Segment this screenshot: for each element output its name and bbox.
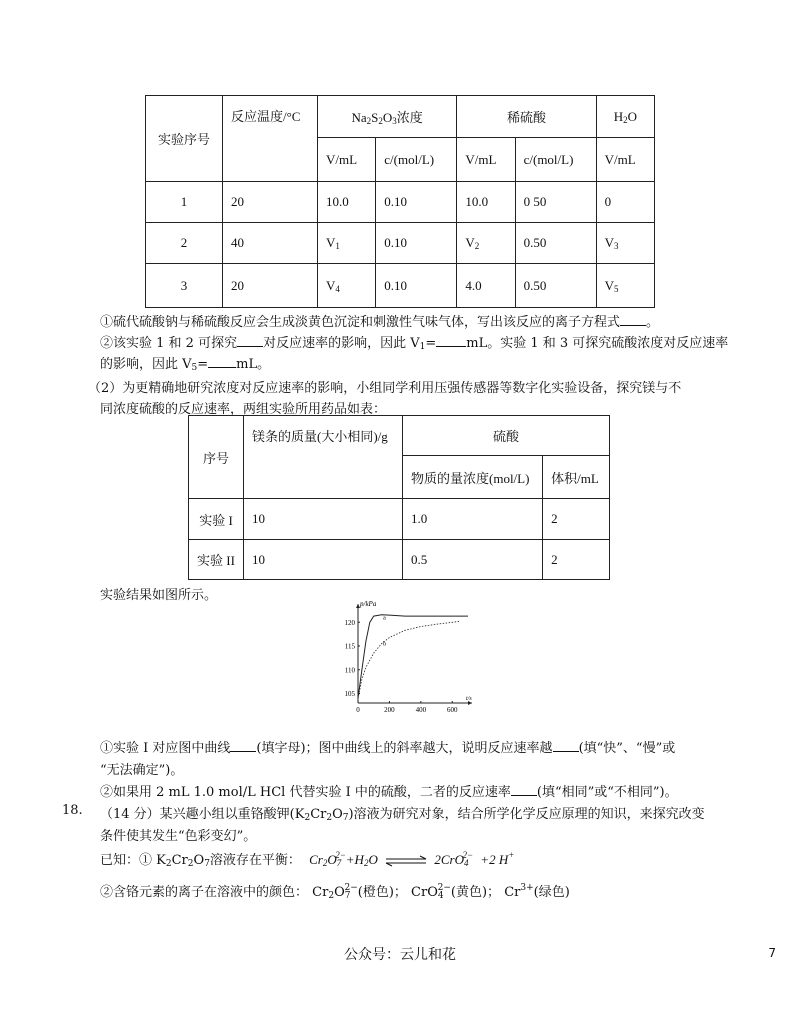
charge: 3+ <box>520 883 534 893</box>
result-text: 实验结果如图所示。 <box>100 588 218 603</box>
eq-cro4: 2CrO <box>434 852 464 867</box>
cell-text: V <box>465 235 475 250</box>
table-row <box>189 499 610 540</box>
chem-sub: 3 <box>392 116 397 126</box>
chem-part: Na <box>351 110 367 125</box>
cell-text: V <box>326 277 336 293</box>
charge: 2− <box>462 850 474 860</box>
sub: 2 <box>322 858 328 868</box>
k2cr2o7: K <box>156 853 166 868</box>
charge: 2− <box>344 883 358 893</box>
header-acid-text: 稀硫酸 <box>506 110 546 125</box>
t2-header-acid: 硫酸 <box>403 416 610 456</box>
cell <box>457 223 515 264</box>
cell: 0 50 <box>515 182 596 223</box>
cell: 0.5 <box>403 540 543 580</box>
answer-blank <box>237 334 263 347</box>
cell: 实验 II <box>189 540 244 580</box>
cell-sub: 4 <box>335 283 340 294</box>
q1-b2-sub: 1 <box>419 342 426 352</box>
q1-a-end: 。 <box>646 315 660 330</box>
header-temp-text: 反应温度/°C <box>231 109 301 124</box>
table-row <box>189 540 610 580</box>
cell: 10 <box>244 499 403 540</box>
cell-sub: 3 <box>614 241 619 251</box>
answer-blank <box>620 313 646 326</box>
header-acid <box>457 96 596 138</box>
header-exp-no-text: 实验序号 <box>157 132 210 147</box>
cell-sub: 2 <box>474 241 480 251</box>
cell: 10.0 <box>318 182 376 223</box>
x-tick-label: 0 <box>356 706 360 714</box>
cell: 0.10 <box>376 223 457 264</box>
known-b: 溶液存在平衡： <box>209 853 301 868</box>
t2-header-conc: 物质的量浓度(mol/L) <box>403 456 543 499</box>
chem-part: S <box>371 110 379 125</box>
eq-cr: Cr <box>309 852 323 867</box>
table-row <box>146 264 655 308</box>
answer-blank <box>208 355 236 368</box>
header-na2s2o3 <box>318 96 457 138</box>
sub: 2 <box>304 813 311 823</box>
cell: 20 <box>223 264 318 308</box>
q1-b2: 对反应速率的影响，因此 V <box>263 336 420 351</box>
y-tick-label: 115 <box>344 642 355 651</box>
header-temp <box>223 96 318 182</box>
t2-header-no: 序号 <box>189 416 244 499</box>
cell-text: V <box>604 277 615 293</box>
y-tick-label: 110 <box>344 666 355 675</box>
q1-c1: 的影响，因此 V <box>100 357 192 372</box>
t2-header-mass: 镁条的质量(大小相同)/g <box>244 416 403 499</box>
series-label-b: b <box>383 641 387 648</box>
cro4: Cr <box>411 885 428 900</box>
experiment-table-1 <box>145 95 655 308</box>
yellow: (黄色)； <box>450 885 501 900</box>
y-tick-label: 105 <box>344 690 355 698</box>
sub: 4 <box>437 891 444 901</box>
q3-a2: (填字母)；图中曲线上的斜率越大，说明反应速率越 <box>256 741 553 756</box>
series-line-b <box>358 621 460 698</box>
q3-a3: (填“快”、“慢”或 <box>578 741 676 756</box>
t2-header-vol: 体积/mL <box>543 456 610 499</box>
sub: 2 <box>165 859 172 869</box>
cell-text: V <box>326 235 336 250</box>
answer-blank <box>553 739 579 752</box>
charge: + <box>508 850 515 860</box>
q18-l1b: Cr <box>310 807 327 822</box>
series-line-a <box>358 615 468 699</box>
cell <box>318 223 376 264</box>
charge: 2− <box>335 850 346 860</box>
q18-l1c: O <box>332 807 343 822</box>
q1-line-a <box>100 311 659 330</box>
sub: 7 <box>204 859 210 869</box>
sub: 7 <box>344 891 351 901</box>
q3-b2: (填“相同”或“不相同”)。 <box>536 785 678 800</box>
header-vml: V/mL <box>318 138 376 182</box>
sub: 4 <box>463 858 469 868</box>
x-tick-label: 400 <box>415 706 427 714</box>
x-axis-label: t/s <box>466 696 472 702</box>
o: O <box>334 885 345 900</box>
q18-l1a: （14 分）某兴趣小组以重铬酸钾(K <box>100 807 305 822</box>
q18-line-2: 条件使其发生“色彩变幻”。 <box>100 829 257 844</box>
header-vml: V/mL <box>596 138 654 182</box>
footer-text: 公众号：云儿和花 <box>344 947 456 963</box>
sub: 2 <box>363 858 369 868</box>
charge: 2− <box>437 883 451 893</box>
o: O <box>193 853 205 868</box>
cell: 3 <box>146 264 223 308</box>
cell: 20 <box>223 182 318 223</box>
y-axis-label: p/kPa <box>360 600 377 608</box>
sub: 2 <box>328 891 335 901</box>
chem-part: H <box>613 108 624 124</box>
sub: 7 <box>342 813 349 823</box>
q18-known-2 <box>100 881 570 901</box>
cell: 4.0 <box>457 264 515 308</box>
chem-sub: 2 <box>366 116 372 126</box>
q1-b1: ②该实验 1 和 2 可探究 <box>100 336 238 351</box>
green: (绿色) <box>533 885 570 900</box>
cell: 2 <box>543 499 610 540</box>
q3-line-b <box>100 781 678 800</box>
cell: 0.50 <box>515 264 596 308</box>
chem-part: 浓度 <box>396 110 423 125</box>
q18-l1d: )溶液为研究对象，结合所学化学反应原理的知识，来探究改变 <box>348 807 705 822</box>
experiment-table-2 <box>188 415 610 580</box>
sub: 2 <box>326 813 333 823</box>
equilibrium-arrow-icon <box>384 855 428 867</box>
q1-c3: mL。 <box>236 357 271 372</box>
q2-line-2: 同浓度硫酸的反应速率，两组实验所用药品如表： <box>100 402 387 417</box>
eq-plus-h: +H <box>345 852 364 867</box>
y-tick-label: 120 <box>344 618 355 627</box>
q3-a1: ①实验 I 对应图中曲线 <box>100 741 231 756</box>
eq-h: +2 H <box>480 852 509 867</box>
cell-text: V <box>604 235 615 250</box>
cell-sub: 5 <box>614 283 619 294</box>
header-exp-no <box>146 96 223 182</box>
cr3: Cr <box>504 885 521 900</box>
answer-blank <box>436 334 466 347</box>
cell: 0 <box>596 182 654 223</box>
cell: 2 <box>543 540 610 580</box>
x-tick-label: 200 <box>384 706 395 714</box>
color-intro: ②含铬元素的离子在溶液中的颜色： <box>100 885 309 900</box>
q18-known-1 <box>100 849 514 869</box>
q1-a-text: ①硫代硫酸钠与稀硫酸反应会生成淡黄色沉淀和刺激性气味气体，写出该反应的离子方程式 <box>100 315 621 330</box>
answer-blank <box>511 783 537 796</box>
eq-o: O <box>327 852 337 867</box>
q3-line-a <box>100 737 675 756</box>
q3-line-a2: “无法确定”)。 <box>100 763 184 778</box>
q1-b3: = <box>425 336 437 351</box>
chem-sub: 2 <box>623 114 628 125</box>
orange: (橙色)； <box>357 885 407 900</box>
q3-b1: ②如果用 2 mL 1.0 mol/L HCl 代替实验 I 中的硫酸，二者的反应速率 <box>100 785 511 800</box>
answer-blank <box>230 739 256 752</box>
cell: 0.50 <box>515 223 596 264</box>
q18-number: 18. <box>62 803 83 818</box>
q1-line-c <box>100 353 270 373</box>
page-number: 7 <box>768 946 776 960</box>
q1-b4: mL。实验 1 和 3 可探究硫酸浓度对反应速率 <box>466 336 729 351</box>
table-row <box>146 182 655 223</box>
q1-line-b <box>100 332 728 352</box>
cell: 0.10 <box>376 182 457 223</box>
cell: 40 <box>223 223 318 264</box>
q1-c1-sub: 5 <box>191 363 198 373</box>
cell <box>596 223 654 264</box>
chem-part: O <box>382 110 393 125</box>
cell: 10.0 <box>457 182 515 223</box>
q2-line-1: （2）为更精确地研究浓度对反应速率的影响，小组同学利用压强传感器等数字化实验设备，探究镁与不 <box>88 381 682 396</box>
equation <box>309 852 514 867</box>
cr: Cr <box>171 853 188 868</box>
known-label: 已知：① <box>100 853 153 868</box>
cell: 10 <box>244 540 403 580</box>
header-conc: c/(mol/L) <box>376 138 457 182</box>
header-vml: V/mL <box>457 138 515 182</box>
cr2o7: Cr <box>312 885 329 900</box>
o: O <box>427 885 438 900</box>
series-label-a: a <box>383 615 386 622</box>
q18-line-1 <box>100 803 705 823</box>
chem-part: O <box>627 108 637 124</box>
cell: 实验 I <box>189 499 244 540</box>
table-row <box>146 223 655 264</box>
x-tick-label: 600 <box>447 706 458 714</box>
header-water <box>596 96 654 138</box>
header-conc: c/(mol/L) <box>515 138 596 182</box>
sub: 2 <box>187 859 194 869</box>
q1-c2: = <box>197 357 209 372</box>
cell: 0.10 <box>376 264 457 308</box>
cell: 1 <box>146 182 223 223</box>
cell <box>318 264 376 308</box>
cell: 1.0 <box>403 499 543 540</box>
cell: 2 <box>146 223 223 264</box>
cell <box>596 264 654 308</box>
sub: 7 <box>336 858 342 868</box>
eq-o2: O <box>368 852 378 867</box>
pressure-time-chart <box>320 600 480 725</box>
chem-sub: 2 <box>378 116 383 126</box>
cell-sub: 1 <box>335 241 340 251</box>
